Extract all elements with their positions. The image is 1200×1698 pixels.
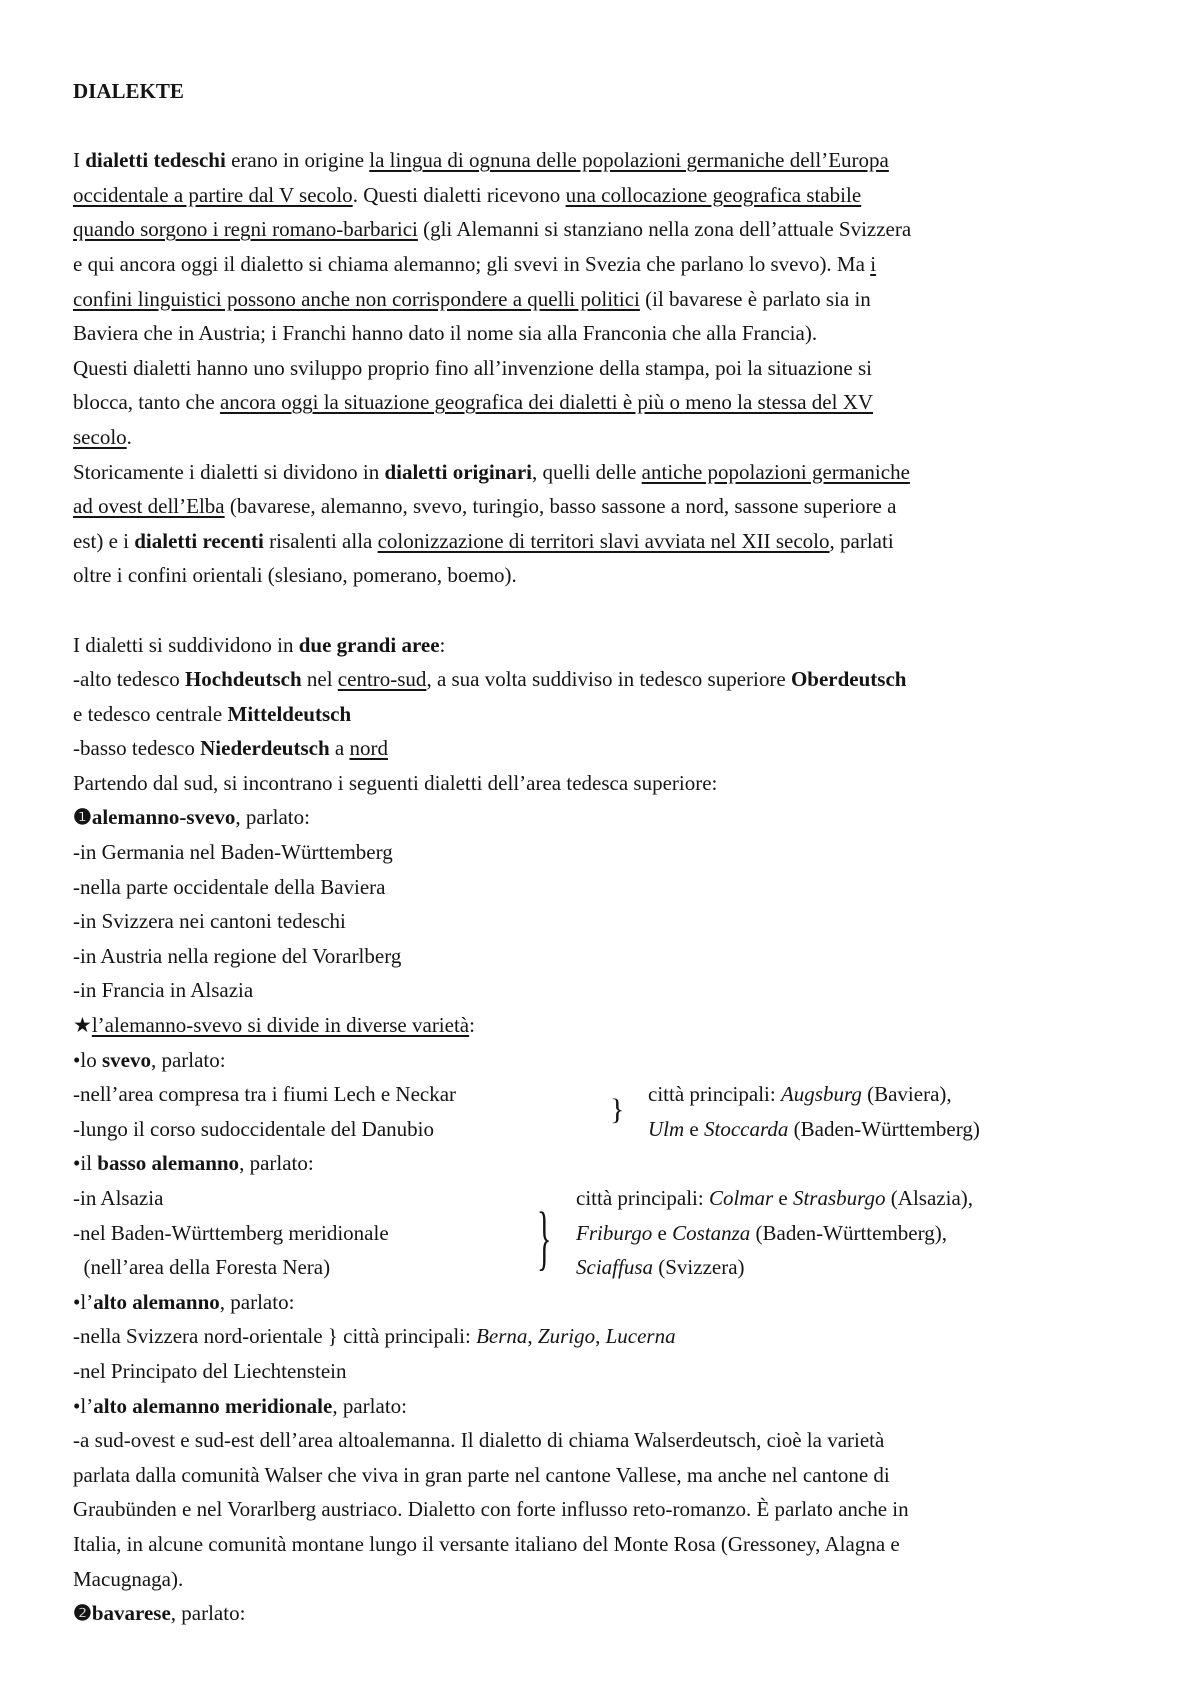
bullet-icon: • xyxy=(73,1289,81,1314)
intro-paragraph: I dialetti tedeschi erano in origine la lingua di ognuna delle popolazioni germaniche dell’Europa occidentale a partire dal V secolo. Questi dialetti ricevono una collocazione geografica stabile quando sorgono i regni romano-barbarici (gli Alemanni si stanziano nella zona dell’attuale Svizzera e qui ancora oggi il dialetto si chiama alemanno; gli svevi in Svezia che parlano lo svevo). Ma i confini linguistici possono anche non corrispondere a quelli politici (il bavarese è parlato sia in Baviera che in Austria; i Franchi hanno dato il nome sia alla Franconia che alla Francia). Questi dialetti hanno uno sviluppo proprio fino all’invenzione della stampa, poi la situazione si blocca, tanto che ancora oggi la situazione geografica dei dialetti è più o meno la stessa del XV secolo. Storicamente i dialetti si dividono in dialetti originari, quelli delle antiche popolazioni germaniche ad ovest dell’Elba (bavarese, alemanno, svevo, turingio, basso sassone a nord, sassone superiore a est) e i dialetti recenti risalenti alla colonizzazione di territori slavi avviata nel XII secolo, parlati oltre i confini orientali (slesiano, pomerano, boemo). xyxy=(73,148,912,588)
number-one-marker: ❶ xyxy=(73,805,92,830)
bullet-icon: • xyxy=(73,1393,81,1418)
alto-alemanno-meridionale-section: •l’alto alemanno meridionale, parlato: -a sud-ovest e sud-est dell’area altoalemanna. Il dialetto di chiama Walserdeutsch, cioè la varietà parlata dalla comunità Walser che viva in gran parte nel cantone Vallese, ma anche nel cantone di Graubünden e nel Vorarlberg austriaco. Dialetto con forte influsso reto-romanzo. È parlato anche in Italia, in alcune comunità montane lungo il versante italiano del Monte Rosa (Gressoney, Alagna e Macugnaga). xyxy=(73,1393,909,1591)
brace-icon: } xyxy=(537,1199,552,1279)
svevo-section: •lo svevo, parlato: -nell’area compresa tra i fiumi Lech e Neckar } città principali: Augsburg (Baviera), -lungo il corso sudoccidentale del Danubio Ulm e Stoccarda (Baden-Württemberg) xyxy=(73,1047,980,1141)
brace-icon: } xyxy=(610,1093,625,1127)
document-title: DIALEKTE xyxy=(73,79,184,103)
bullet-icon: • xyxy=(73,1151,81,1176)
bavarese-section: ❷bavarese, parlato: xyxy=(73,1601,246,1626)
basso-alemanno-section: •il basso alemanno, parlato: -in Alsazia } città principali: Colmar e Strasburgo (Alsazia), -nel Baden-Württemberg meridionale Friburgo e Costanza (Baden-Württemberg), (nell’area della Foresta Nera) Sciaffusa (Svizzera) xyxy=(73,1151,974,1280)
alto-alemanno-section: •l’alto alemanno, parlato: -nella Svizzera nord-orientale } città principali: Berna, Zurigo, Lucerna -nel Principato del Liechtenstein xyxy=(73,1289,676,1383)
document-body xyxy=(73,74,1133,1631)
star-icon: ★ xyxy=(73,1013,92,1038)
number-two-marker: ❷ xyxy=(73,1601,92,1626)
alemanno-svevo-section: ❶alemanno-svevo, parlato: -in Germania nel Baden-Württemberg -nella parte occidentale della Baviera -in Svizzera nei cantoni tedeschi -in Austria nella regione del Vorarlberg -in Francia in Alsazia ★l’alemanno-svevo si divide in diverse varietà: xyxy=(73,805,475,1038)
areas-section: I dialetti si suddividono in due grandi aree: -alto tedesco Hochdeutsch nel centro-sud, a sua volta suddiviso in tedesco superiore Oberdeutsch e tedesco centrale Mitteldeutsch -basso tedesco Niederdeutsch a nord Partendo dal sud, si incontrano i seguenti dialetti dell’area tedesca superiore: xyxy=(73,632,907,795)
bullet-icon: • xyxy=(73,1047,81,1072)
